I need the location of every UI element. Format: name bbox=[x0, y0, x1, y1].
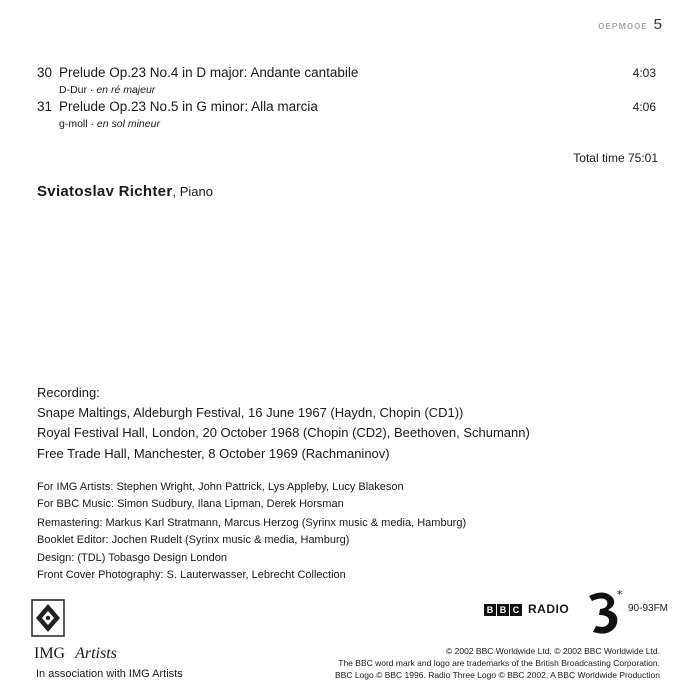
copyright-line: BBC Logo © BBC 1996. Radio Three Logo © BBC 2002. A BBC Worldwide Production bbox=[334, 670, 660, 680]
copyright-line: The BBC word mark and logo are trademarks of the British Broadcasting Corporation. bbox=[338, 658, 660, 668]
bbc-box: B bbox=[497, 604, 509, 616]
recording-line: Free Trade Hall, Manchester, 8 October 1969 (Rachmaninov) bbox=[37, 446, 390, 461]
credit-line: Front Cover Photography: S. Lauterwasser, Lebrecht Collection bbox=[37, 569, 346, 581]
credit-line: Booklet Editor: Jochen Rudelt (Syrinx music & media, Hamburg) bbox=[37, 534, 350, 546]
page-number-value: 5 bbox=[653, 16, 662, 33]
track-title bbox=[37, 65, 358, 80]
img-artists-logo bbox=[34, 645, 117, 663]
credit-line: For BBC Music: Simon Sudbury, Ilana Lipman, Derek Horsman bbox=[37, 498, 344, 510]
page-number bbox=[598, 16, 662, 33]
credit-line: Design: (TDL) Tobasgo Design London bbox=[37, 552, 227, 564]
img-artists: Artists bbox=[75, 645, 117, 662]
track-title bbox=[37, 99, 318, 114]
performer-name: Sviatoslav Richter bbox=[37, 183, 173, 200]
bbc-box: B bbox=[484, 604, 496, 616]
radio-frequency: 90-93FM bbox=[628, 603, 669, 614]
track-subtitle-french: en ré majeur bbox=[96, 84, 156, 96]
radio-three-icon bbox=[583, 588, 627, 638]
bbc-box: C bbox=[510, 604, 522, 616]
track-number: 31 bbox=[37, 99, 53, 114]
bbc-radio-text: RADIO bbox=[528, 602, 570, 616]
performer-role: , Piano bbox=[172, 184, 213, 199]
track-duration: 4:03 bbox=[632, 66, 656, 80]
page-mark-dots: ᴏᴇᴘᴍᴏᴏᴇ bbox=[598, 20, 648, 32]
copyright-line: © 2002 BBC Worldwide Ltd. © 2002 BBC Worldwide Ltd. bbox=[446, 646, 660, 656]
img-association: In association with IMG Artists bbox=[36, 668, 183, 680]
track-subtitle-french: en sol mineur bbox=[96, 118, 160, 130]
track-title-text: Prelude Op.23 No.5 in G minor: Alla marcia bbox=[59, 99, 318, 114]
track-duration: 4:06 bbox=[632, 100, 656, 114]
bbc-radio-logo bbox=[484, 602, 569, 616]
track-subtitle-german: g-moll · bbox=[59, 118, 97, 130]
recording-label: Recording: bbox=[37, 385, 100, 400]
img-brand: IMG bbox=[34, 645, 66, 662]
track-title-text: Prelude Op.23 No.4 in D major: Andante cantabile bbox=[59, 65, 359, 80]
recording-line: Royal Festival Hall, London, 20 October 1968 (Chopin (CD2), Beethoven, Schumann) bbox=[37, 425, 530, 440]
recording-line: Snape Maltings, Aldeburgh Festival, 16 June 1967 (Haydn, Chopin (CD1)) bbox=[37, 405, 464, 420]
track-subtitle bbox=[59, 118, 160, 130]
track-subtitle-german: D-Dur · bbox=[59, 84, 97, 96]
performer bbox=[37, 183, 213, 200]
track-number: 30 bbox=[37, 65, 53, 80]
svg-text:*: * bbox=[617, 588, 623, 601]
credit-line: For IMG Artists: Stephen Wright, John Pattrick, Lys Appleby, Lucy Blakeson bbox=[37, 481, 404, 493]
total-time: Total time 75:01 bbox=[573, 151, 658, 165]
credit-line: Remastering: Markus Karl Stratmann, Marcus Herzog (Syrinx music & media, Hamburg) bbox=[37, 517, 467, 529]
track-subtitle bbox=[59, 84, 155, 96]
img-logo-icon bbox=[31, 599, 65, 637]
